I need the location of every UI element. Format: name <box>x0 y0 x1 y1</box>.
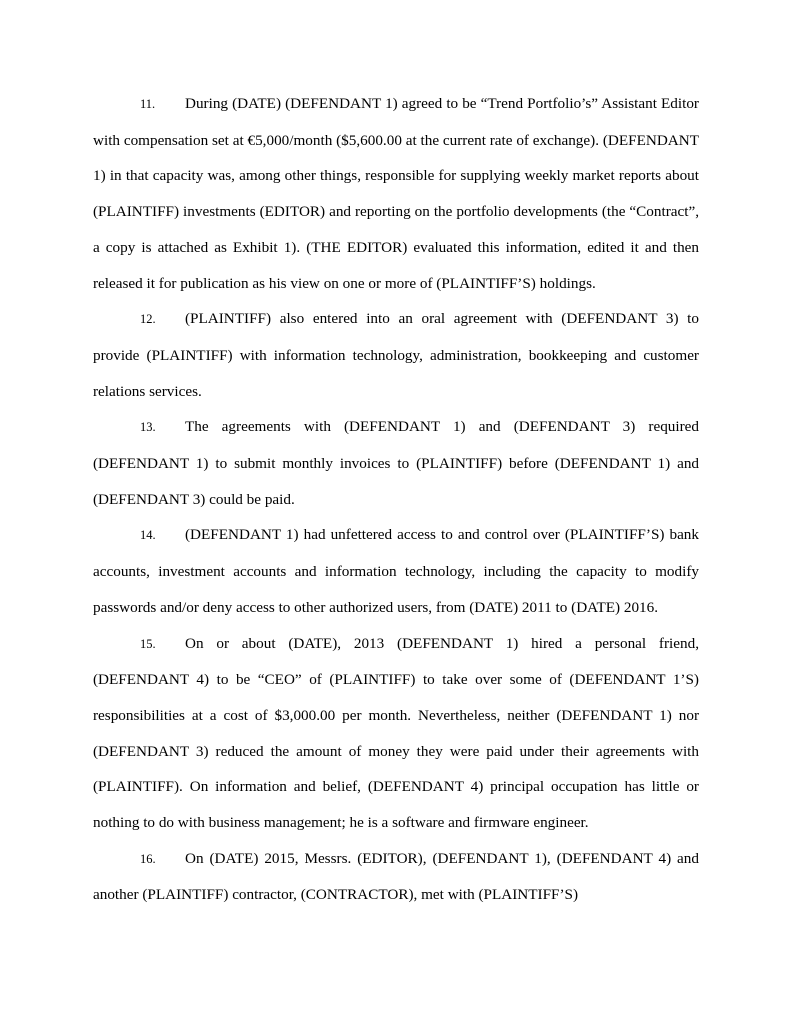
paragraph-number: 16. <box>140 851 156 866</box>
paragraph-15 <box>93 626 699 841</box>
paragraph-text: On or about (DATE), 2013 (DEFENDANT 1) hired a personal friend, (DEFENDANT 4) to be “CEO” of (PLAINTIFF) to take over some of (DEFENDANT 1’S) responsibilities at a cost of $3,000.00 per month. Nevertheless, neither (DEFENDANT 1) nor (DEFENDANT 3) reduced the amount of money they were paid under their agreements with (PLAINTIFF). On information and belief, (DEFENDANT 4) principal occupation has little or nothing to do with business management; he is a software and firmware engineer. <box>93 634 699 832</box>
document-page <box>93 86 699 913</box>
paragraph-text: During (DATE) (DEFENDANT 1) agreed to be “Trend Portfolio’s” Assistant Editor with compensation set at €5,000/month ($5,600.00 at the current rate of exchange). (DEFENDANT 1) in that capacity was, among other things, responsible for supplying weekly market reports about (PLAINTIFF) investments (EDITOR) and reporting on the portfolio developments (the “Contract”, a copy is attached as Exhibit 1). (THE EDITOR) evaluated this information, edited it and then released it for publication as his view on one or more of (PLAINTIFF’S) holdings. <box>93 95 699 292</box>
paragraph-16 <box>93 841 699 913</box>
paragraph-number: 12. <box>140 312 156 327</box>
paragraph-text: The agreements with (DEFENDANT 1) and (DEFENDANT 3) required (DEFENDANT 1) to submit monthly invoices to (PLAINTIFF) before (DEFENDANT 1) and (DEFENDANT 3) could be paid. <box>93 418 699 508</box>
paragraph-text: On (DATE) 2015, Messrs. (EDITOR), (DEFENDANT 1), (DEFENDANT 4) and another (PLAINTIFF) contractor, (CONTRACTOR), met with (PLAINTIFF’S) <box>93 849 699 904</box>
paragraph-number: 11. <box>140 97 156 111</box>
paragraph-number: 15. <box>140 636 156 651</box>
paragraph-text: (PLAINTIFF) also entered into an oral agreement with (DEFENDANT 3) to provide (PLAINTIFF) with information technology, administration, bookkeeping and customer relations services. <box>93 310 699 400</box>
paragraph-number: 14. <box>140 528 156 543</box>
paragraph-text: (DEFENDANT 1) had unfettered access to and control over (PLAINTIFF’S) bank accounts, investment accounts and information technology, including the capacity to modify passwords and/or deny access to other authorized users, from (DATE) 2011 to (DATE) 2016. <box>93 526 699 616</box>
paragraph-14 <box>93 517 699 625</box>
paragraph-12 <box>93 301 699 409</box>
paragraph-number: 13. <box>140 420 156 435</box>
paragraph-13 <box>93 409 699 517</box>
paragraph-11 <box>93 86 699 301</box>
